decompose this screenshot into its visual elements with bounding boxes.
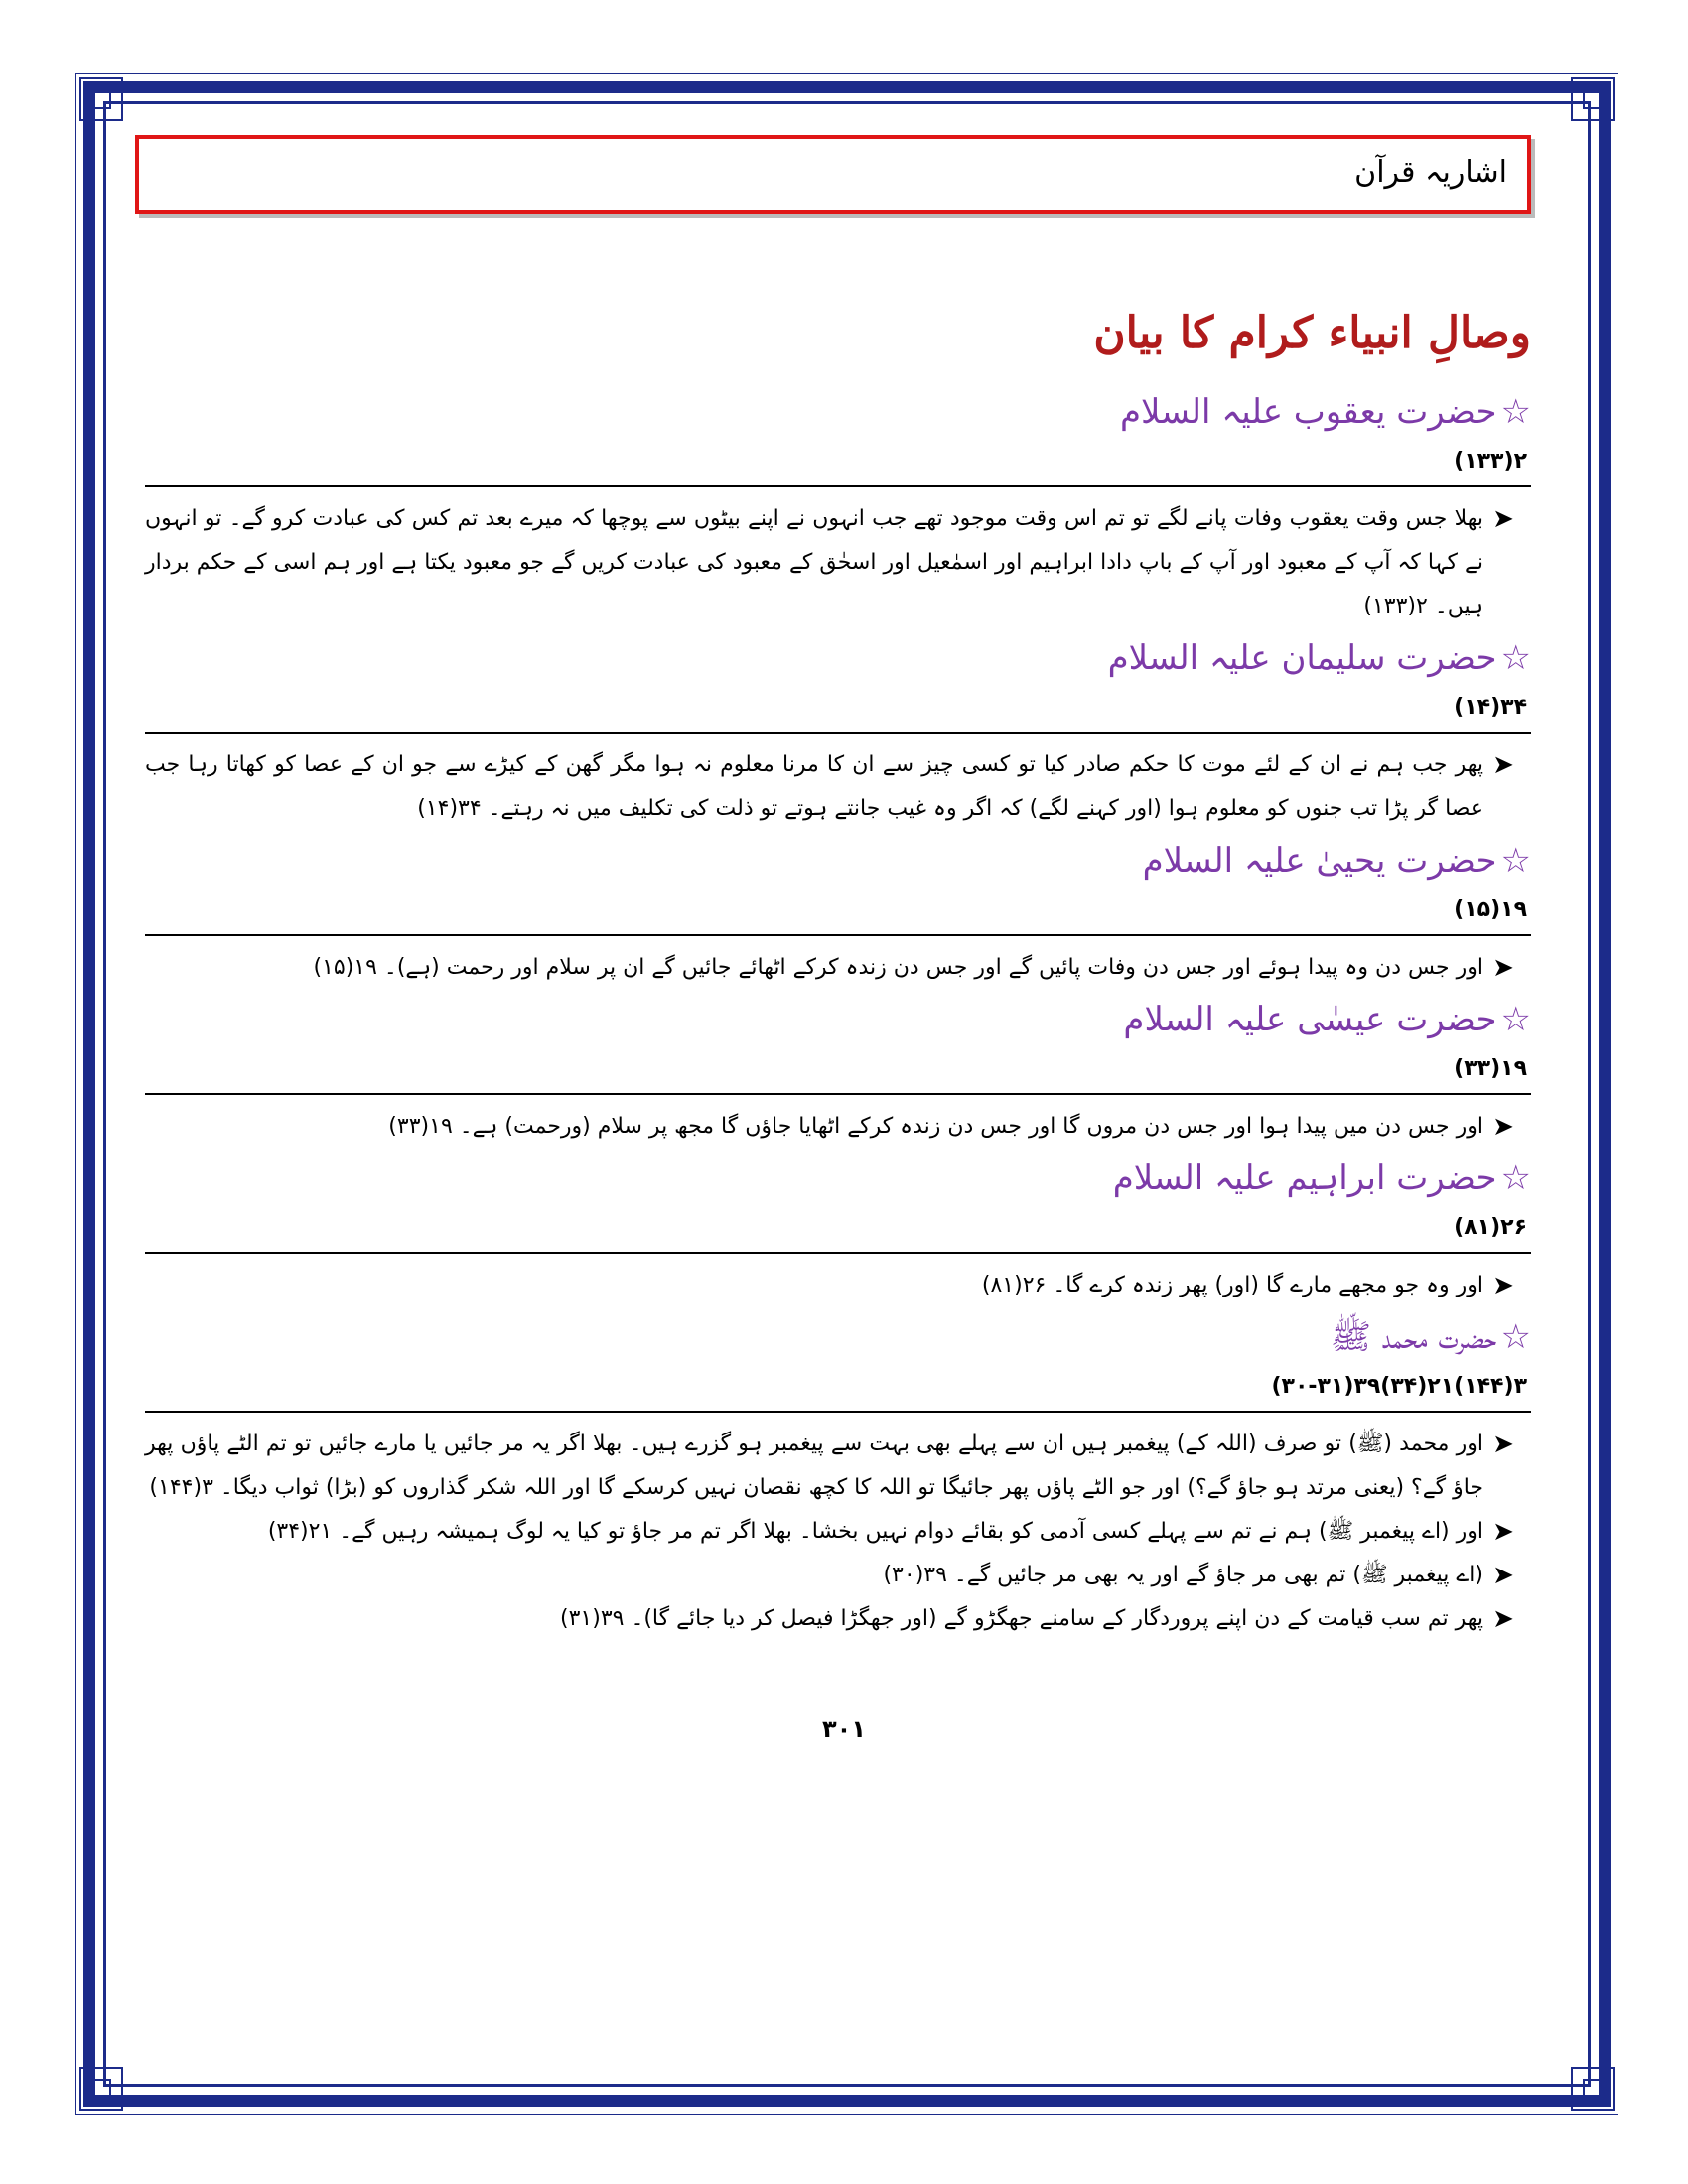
- section-divider: [145, 732, 1531, 734]
- verse-item: [145, 1597, 1531, 1641]
- header-box: [135, 135, 1531, 214]
- section-divider: [145, 1093, 1531, 1095]
- page-content: [145, 308, 1531, 1641]
- border-corner-ornament: [79, 2067, 123, 2111]
- verse-text: اور (اے پیغمبر ﷺ) ہم نے تم سے پہلے کسی آدمی کو بقائے دوام نہیں بخشا۔ بھلا اگر تم مر جاؤ تو کیا یہ لوگ ہمیشہ رہیں گے۔ ۲۱(۳۴): [267, 1519, 1483, 1544]
- section-heading-text: حضرت سلیمان علیہ السلام: [1107, 638, 1497, 678]
- verse-text: بھلا جس وقت یعقوب وفات پانے لگے تو تم اس وقت موجود تھے جب انہوں نے اپنے بیٹوں سے پوچھا کہ میرے بعد تم کس کی عبادت کرو گے۔ تو انہوں نے کہا کہ آپ کے معبود اور آپ کے باپ دادا ابراہیم اور اسمٰعیل اور اسحٰق کے معبود کی عبادت کریں گے جو معبود یکتا ہے اور ہم اسی کے حکم بردار ہیں۔ ۲(۱۳۳): [145, 506, 1483, 618]
- section: [145, 382, 1531, 628]
- verse-text: پھر تم سب قیامت کے دن اپنے پروردگار کے سامنے جھگڑو گے (اور جھگڑا فیصل کر دیا جائے گا)۔ ۳۹(۳۱): [560, 1606, 1483, 1631]
- star-icon: ☆: [1500, 1159, 1531, 1198]
- arrow-bullet-icon: ➤: [1492, 1271, 1514, 1300]
- section-heading: [145, 628, 1531, 688]
- verse-text: اور جس دن میں پیدا ہوا اور جس دن مروں گا اور جس دن زندہ کرکے اٹھایا جاؤں گا مجھ پر سلام (ورحمت) ہے۔ ۱۹(۳۳): [388, 1114, 1483, 1139]
- section-heading: [145, 831, 1531, 890]
- section-reference: ۳۴(۱۴): [1454, 695, 1527, 720]
- verse-item: [145, 1264, 1531, 1307]
- arrow-bullet-icon: ➤: [1492, 1604, 1514, 1634]
- arrow-bullet-icon: ➤: [1492, 1517, 1514, 1547]
- section-heading: [145, 1149, 1531, 1208]
- section: [145, 628, 1531, 831]
- verse-item: [145, 946, 1531, 990]
- section: [145, 990, 1531, 1149]
- star-icon: ☆: [1500, 638, 1531, 678]
- section: [145, 831, 1531, 990]
- arrow-bullet-icon: ➤: [1492, 1430, 1514, 1459]
- section-heading-text: حضرت یعقوب علیہ السلام: [1119, 392, 1497, 432]
- sections-list: [145, 382, 1531, 1641]
- section-heading: [145, 382, 1531, 442]
- section-heading-text: حضرت محمد ﷺ: [1330, 1317, 1497, 1357]
- border-corner-ornament: [1571, 2067, 1615, 2111]
- section-reference: ۱۹(۱۵): [1454, 897, 1527, 922]
- verse-text: (اے پیغمبر ﷺ) تم بھی مر جاؤ گے اور یہ بھی مر جائیں گے۔ ۳۹(۳۰): [883, 1563, 1483, 1587]
- verse-item: [145, 1510, 1531, 1554]
- star-icon: ☆: [1500, 841, 1531, 881]
- border-corner-ornament: [79, 77, 123, 121]
- verse-text: اور وہ جو مجھے مارے گا (اور) پھر زندہ کرے گا۔ ۲۶(۸۱): [981, 1273, 1483, 1297]
- border-corner-ornament: [1571, 77, 1615, 121]
- verse-text: اور محمد (ﷺ) تو صرف (اللہ کے) پیغمبر ہیں ان سے پہلے بھی بہت سے پیغمبر ہو گزرے ہیں۔ بھلا اگر یہ مر جائیں یا مارے جائیں تو تم الٹے پاؤں پھر جاؤ گے؟ (یعنی مرتد ہو جاؤ گے؟) اور جو الٹے پاؤں پھر جائیگا تو اللہ کا کچھ نقصان نہیں کرسکے گا اور اللہ شکر گذاروں کو (بڑا) ثواب دیگا۔ ۳(۱۴۴): [145, 1432, 1483, 1500]
- star-icon: ☆: [1500, 392, 1531, 432]
- verse-item: [145, 1105, 1531, 1149]
- section-divider: [145, 1411, 1531, 1413]
- arrow-bullet-icon: ➤: [1492, 504, 1514, 534]
- verse-item: [145, 744, 1531, 831]
- main-title: وصالِ انبیاء کرام کا بیان: [1093, 308, 1531, 358]
- verse-item: [145, 1423, 1531, 1510]
- section-reference: ۳(۱۴۴)۲۱(۳۴)۳۹(۳۰-۳۱): [1271, 1374, 1527, 1399]
- section-heading: [145, 990, 1531, 1049]
- header-title: اشاریہ قرآن: [1354, 155, 1507, 190]
- section-heading-text: حضرت ابراہیم علیہ السلام: [1112, 1159, 1497, 1198]
- section: [145, 1149, 1531, 1307]
- arrow-bullet-icon: ➤: [1492, 751, 1514, 780]
- section-divider: [145, 934, 1531, 936]
- verse-item: [145, 497, 1531, 628]
- section: [145, 1307, 1531, 1641]
- section-reference: ۲(۱۳۳): [1454, 449, 1527, 474]
- verse-text: پھر جب ہم نے ان کے لئے موت کا حکم صادر کیا تو کسی چیز سے ان کا مرنا معلوم نہ ہوا مگر گھن کے کیڑے سے جو ان کے عصا کو کھاتا رہا جب عصا گر پڑا تب جنوں کو معلوم ہوا (اور کہنے لگے) کہ اگر وہ غیب جانتے ہوتے تو ذلت کی تکلیف میں نہ رہتے۔ ۳۴(۱۴): [145, 752, 1483, 821]
- section-divider: [145, 1252, 1531, 1254]
- section-divider: [145, 485, 1531, 487]
- section-reference: ۲۶(۸۱): [1454, 1215, 1527, 1240]
- star-icon: ☆: [1500, 1317, 1531, 1357]
- arrow-bullet-icon: ➤: [1492, 953, 1514, 983]
- verse-text: اور جس دن وہ پیدا ہوئے اور جس دن وفات پائیں گے اور جس دن زندہ کرکے اٹھائے جائیں گے ان پر سلام اور رحمت (ہے)۔ ۱۹(۱۵): [313, 955, 1483, 980]
- arrow-bullet-icon: ➤: [1492, 1112, 1514, 1142]
- star-icon: ☆: [1500, 1000, 1531, 1039]
- arrow-bullet-icon: ➤: [1492, 1561, 1514, 1590]
- page-number: ۳۰۱: [822, 1715, 866, 1743]
- section-reference: ۱۹(۳۳): [1454, 1056, 1527, 1081]
- section-heading-text: حضرت یحییٰ علیہ السلام: [1142, 841, 1497, 881]
- verse-item: [145, 1554, 1531, 1597]
- section-heading-text: حضرت عیسٰی علیہ السلام: [1123, 1000, 1497, 1039]
- section-heading: [145, 1307, 1531, 1367]
